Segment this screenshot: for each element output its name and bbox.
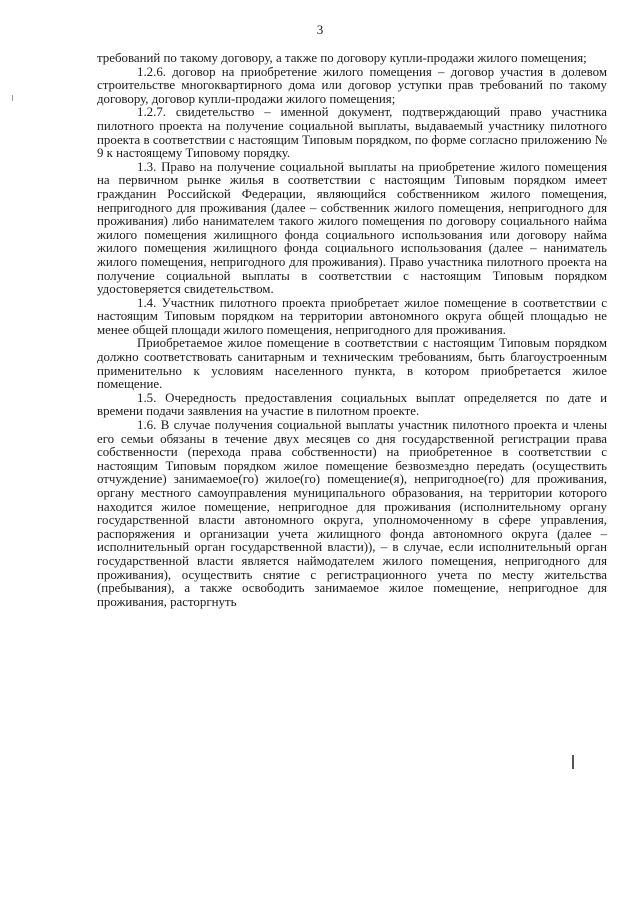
paragraph-continuation: требований по такому договору, а также по договору купли-продажи жилого помещения;: [97, 51, 587, 65]
paragraph-1-5: 1.5. Очередность предоставления социальных выплат определяется по дате и времени подачи заявления на участие в пилотном проекте.: [97, 390, 607, 419]
paragraph-1-3: 1.3. Право на получение социальной выплаты на приобретение жилого помещения на первичном рынке жилья в соответствии с настоящим Типовым порядком имеет гражданин Российской Федерации, являющийся собственником жилого помещения, непригодного для проживания (далее – собственник жилого помещения, непригодного для проживания) либо нанимателем такого жилого помещения по договору социального найма жилого помещения жилищного фонда социального использования или договору найма жилого помещения жилищного фонда социального использования (далее – наниматель жилого помещения, непригодного для проживания). Право участника пилотного проекта на получение социальной выплаты в соответствии с настоящим Типовым порядком удостоверяется свидетельством.: [97, 159, 607, 297]
document-body: [97, 52, 607, 609]
paragraph-1-4: 1.4. Участник пилотного проекта приобретает жилое помещение в соответствии с настоящим Типовым порядком на территории автономного округа общей площадью не менее общей площади жилого помещения, непригодного для проживания.: [97, 295, 607, 337]
scan-artifact: [572, 755, 574, 769]
paragraph-1-2-6: 1.2.6. договор на приобретение жилого помещения – договор участия в долевом строительстве многоквартирного дома или договор уступки прав требований по такому договору, договор купли-продажи жилого помещения;: [97, 64, 607, 106]
paragraph-1-2-7: 1.2.7. свидетельство – именной документ, подтверждающий право участника пилотного проекта на получение социальной выплаты, выдаваемый участнику пилотного проекта в соответствии с настоящим Типовым порядком, по форме согласно приложению № 9 к настоящему Типовому порядку.: [97, 105, 607, 161]
paragraph-1-4-continued: Приобретаемое жилое помещение в соответствии с настоящим Типовым порядком должно соответствовать санитарным и техническим требованиям, быть благоустроенным применительно к условиям населенного пункта, в котором приобретается жилое помещение.: [97, 336, 607, 392]
paragraph-1-6: 1.6. В случае получения социальной выплаты участник пилотного проекта и члены его семьи обязаны в течение двух месяцев со дня государственной регистрации права собственности (перехода права собственности) на приобретенное в соответствии с настоящим Типовым порядком жилое помещение безвозмездно передать (осуществить отчуждение) занимаемое(го) жилое(го) помещение(я), непригодное(го) для проживания, органу местного самоуправления муниципального образования, на территории которого находится жилое помещение, непригодное для проживания (исполнительному органу государственной власти автономного округа, уполномоченному в сфере управления, распоряжения и организации учета жилищного фонда автономного округа (далее – исполнительный орган государственной власти)), – в случае, если исполнительный орган государственной власти является наймодателем жилого помещения, непригодного для проживания), осуществить снятие с регистрационного учета по месту жительства (пребывания), а также освободить занимаемое жилое помещение, непригодное для проживания, расторгнуть: [97, 418, 607, 609]
scan-artifact: [12, 95, 13, 101]
page-number: 3: [316, 22, 324, 37]
